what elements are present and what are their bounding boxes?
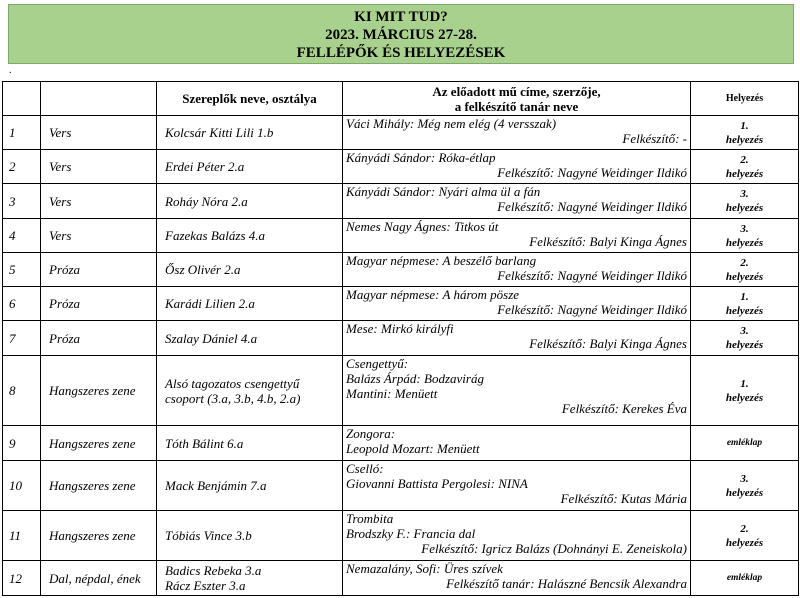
placement-text: 3. — [740, 325, 749, 337]
row-number: 1 — [3, 116, 41, 150]
results-table — [2, 81, 799, 596]
placement-text: 1. — [740, 377, 749, 390]
work-line: Nemazalány, Sofi: Üres szívek — [346, 561, 503, 576]
category-cell: Hangszeres zene — [41, 426, 157, 461]
work-line: Magyar népmese: A beszélő barlang — [346, 253, 537, 268]
placement-text: 3. — [740, 472, 749, 485]
row-number: 3 — [3, 184, 41, 219]
performer-name: csoport (3.a, 3.b, 4.b, 2.a) — [165, 390, 301, 406]
row-number: 2 — [3, 150, 41, 184]
placement-cell — [691, 219, 799, 253]
category-cell: Próza — [41, 253, 157, 287]
performers-cell — [157, 219, 343, 253]
work-line: Zongora: — [346, 426, 396, 441]
placement-text: helyezés — [725, 486, 764, 499]
placement-text: 2. — [740, 153, 749, 166]
work-cell — [343, 219, 691, 253]
placement-text: helyezés — [725, 391, 764, 404]
teacher-line: Felkészítő tanár: Halászné Bencsik Alexandra — [446, 576, 687, 591]
performers-cell — [157, 253, 343, 287]
performer-name: Karádi Lilien 2.a — [165, 296, 255, 311]
category-cell: Dal, népdal, ének — [41, 561, 157, 596]
teacher-line: Felkészítő: Balyi Kinga Ágnes — [529, 336, 687, 351]
category-cell: Hangszeres zene — [41, 461, 157, 511]
placement-cell — [691, 511, 799, 561]
work-cell — [343, 511, 691, 561]
title-banner — [8, 4, 794, 64]
performer-name: Ősz Olivér 2.a — [165, 262, 241, 277]
teacher-line: Felkészítő: Igricz Balázs (Dohnányi E. Zeneiskola) — [421, 541, 687, 556]
table-header-row — [3, 82, 799, 116]
performers-cell — [157, 116, 343, 150]
table-row — [3, 461, 799, 511]
work-line: Váci Mihály: Még nem elég (4 versszak) — [346, 116, 557, 131]
performer-name: Fazekas Balázs 4.a — [165, 228, 266, 243]
table-row — [3, 356, 799, 426]
teacher-line: Felkészítő: Nagyné Weidinger Ildikó — [497, 268, 687, 283]
placement-cell — [691, 461, 799, 511]
performers-cell — [157, 461, 343, 511]
placement-cell — [691, 116, 799, 150]
work-line: Kányádi Sándor: Róka-étlap — [346, 150, 496, 165]
work-line: Mantini: Menüett — [346, 386, 438, 401]
performers-cell — [157, 356, 343, 426]
performers-cell — [157, 321, 343, 356]
performers-cell — [157, 287, 343, 321]
row-number: 10 — [3, 461, 41, 511]
placement-text: 1. — [740, 119, 749, 132]
performer-name: Mack Benjámin 7.a — [165, 478, 267, 493]
table-row — [3, 219, 799, 253]
table-row — [3, 184, 799, 219]
placement-cell — [691, 321, 799, 356]
category-cell: Hangszeres zene — [41, 511, 157, 561]
placement-text: 1. — [740, 290, 749, 303]
performer-name: Erdei Péter 2.a — [165, 159, 245, 174]
header-work — [343, 82, 691, 116]
row-number: 7 — [3, 321, 41, 356]
placement-cell — [691, 561, 799, 596]
work-cell — [343, 356, 691, 426]
table-row — [3, 426, 799, 461]
performer-name: Rácz Eszter 3.a — [165, 578, 246, 593]
page-subtitle: FELLÉPŐK ÉS HELYEZÉSEK — [296, 45, 506, 61]
page-title: KI MIT TUD? — [354, 9, 448, 25]
performer-name: Tóth Bálint 6.a — [165, 435, 244, 451]
placement-text: emléklap — [726, 573, 763, 583]
placement-text: helyezés — [725, 167, 764, 180]
performer-name: Szalay Dániel 4.a — [165, 330, 258, 346]
table-row — [3, 116, 799, 150]
table-row — [3, 511, 799, 561]
work-cell — [343, 184, 691, 219]
work-line: Leopold Mozart: Menüett — [346, 441, 480, 456]
performers-cell — [157, 561, 343, 596]
placement-text: helyezés — [725, 270, 764, 283]
row-number: 11 — [3, 511, 41, 561]
work-cell — [343, 150, 691, 184]
performer-name: Alsó tagozatos csengettyű — [165, 375, 300, 391]
placement-text: 2. — [740, 256, 749, 269]
header-category — [41, 82, 157, 116]
placement-cell — [691, 253, 799, 287]
placement-text: emléklap — [726, 438, 763, 448]
placement-text: helyezés — [725, 133, 764, 146]
work-cell — [343, 253, 691, 287]
performers-cell — [157, 184, 343, 219]
teacher-line: Felkészítő: Nagyné Weidinger Ildikó — [497, 302, 687, 317]
placement-text: 3. — [740, 222, 749, 235]
performer-name: Badics Rebeka 3.a — [165, 563, 262, 578]
placement-text: 2. — [740, 522, 749, 535]
teacher-line: Felkészítő: Kutas Mária — [560, 491, 687, 506]
category-cell: Hangszeres zene — [41, 356, 157, 426]
teacher-line: Felkészítő: Nagyné Weidinger Ildikó — [497, 199, 687, 214]
header-work-line1: Az előadott mű címe, szerzője, — [432, 83, 601, 99]
work-line: Giovanni Battista Pergolesi: NINA — [346, 476, 528, 491]
placement-text: helyezés — [725, 202, 764, 214]
work-cell — [343, 287, 691, 321]
row-number: 12 — [3, 561, 41, 596]
row-number: 9 — [3, 426, 41, 461]
work-line: Cselló: — [346, 461, 384, 476]
work-line: Mese: Mirkó királyfi — [346, 321, 454, 336]
teacher-line: Felkészítő: - — [622, 131, 687, 146]
category-cell: Vers — [41, 219, 157, 253]
work-line: Csengettyű: — [346, 356, 409, 371]
header-work-line2: a felkészítő tanár neve — [454, 98, 579, 114]
table-row — [3, 561, 799, 596]
performers-cell — [157, 511, 343, 561]
row-number: 6 — [3, 287, 41, 321]
category-cell: Vers — [41, 116, 157, 150]
category-cell: Próza — [41, 287, 157, 321]
placement-text: helyezés — [725, 339, 764, 351]
performer-name: Kolcsár Kitti Lili 1.b — [165, 125, 274, 140]
category-cell: Vers — [41, 184, 157, 219]
teacher-line: Felkészítő: Nagyné Weidinger Ildikó — [497, 165, 687, 180]
placement-text: helyezés — [725, 304, 764, 317]
table-row — [3, 287, 799, 321]
placement-cell — [691, 356, 799, 426]
work-line: Kányádi Sándor: Nyári alma ül a fán — [346, 184, 541, 199]
work-cell — [343, 561, 691, 596]
event-date: 2023. MÁRCIUS 27-28. — [325, 27, 477, 43]
performers-cell — [157, 150, 343, 184]
performer-name: Tóbiás Vince 3.b — [165, 528, 252, 543]
work-line: Trombita — [346, 511, 394, 526]
table-row — [3, 321, 799, 356]
work-cell — [343, 461, 691, 511]
placement-cell — [691, 426, 799, 461]
work-cell — [343, 116, 691, 150]
header-performers: Szereplők neve, osztálya — [157, 82, 343, 116]
category-cell: Próza — [41, 321, 157, 356]
stray-dot: . — [9, 65, 12, 76]
work-line: Balázs Árpád: Bodzavirág — [346, 371, 484, 386]
row-number: 8 — [3, 356, 41, 426]
work-cell — [343, 426, 691, 461]
category-cell: Vers — [41, 150, 157, 184]
table-row — [3, 150, 799, 184]
work-line: Brodszky F.: Francia dal — [346, 526, 476, 541]
placement-text: helyezés — [725, 236, 764, 249]
placement-text: helyezés — [725, 536, 764, 549]
header-num — [3, 82, 41, 116]
work-line: Magyar népmese: A három pösze — [346, 287, 520, 302]
table-row — [3, 253, 799, 287]
teacher-line: Felkészítő: Kerekes Éva — [561, 401, 687, 416]
performers-cell — [157, 426, 343, 461]
performer-name: Roháy Nóra 2.a — [165, 193, 248, 209]
work-line: Nemes Nagy Ágnes: Titkos út — [346, 219, 499, 234]
placement-cell — [691, 184, 799, 219]
teacher-line: Felkészítő: Balyi Kinga Ágnes — [529, 234, 687, 249]
placement-text: 3. — [740, 188, 749, 200]
row-number: 5 — [3, 253, 41, 287]
header-place: Helyezés — [691, 82, 799, 116]
placement-cell — [691, 287, 799, 321]
placement-cell — [691, 150, 799, 184]
row-number: 4 — [3, 219, 41, 253]
work-cell — [343, 321, 691, 356]
